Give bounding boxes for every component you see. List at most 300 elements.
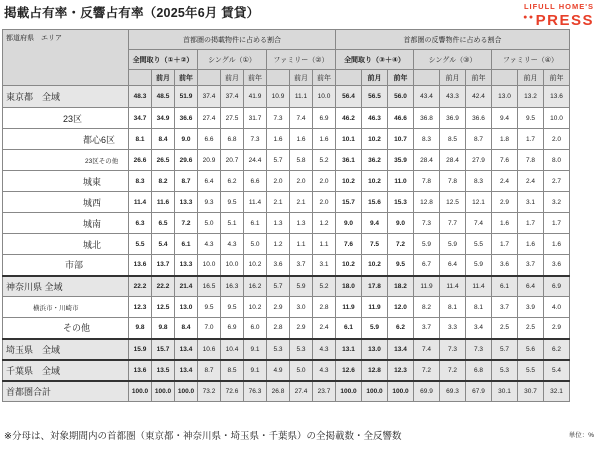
table-row xyxy=(3,150,570,171)
table-cell: 11.1 xyxy=(290,86,313,108)
table-cell: 6.6 xyxy=(198,129,221,150)
table-cell: 13.5 xyxy=(152,360,175,381)
table-cell: 1.8 xyxy=(492,129,518,150)
table-cell: 10.2 xyxy=(244,297,267,318)
table-cell: 6.4 xyxy=(518,276,544,297)
table-cell: 46.6 xyxy=(388,108,414,129)
table-cell: 2.0 xyxy=(544,129,570,150)
table-cell: 7.6 xyxy=(492,150,518,171)
table-cell: 5.3 xyxy=(492,360,518,381)
table-cell: 7.3 xyxy=(267,108,290,129)
current-month-header xyxy=(336,70,362,86)
table-cell: 11.9 xyxy=(362,297,388,318)
table-cell: 3.7 xyxy=(518,255,544,276)
table-cell: 2.9 xyxy=(492,192,518,213)
table-cell: 6.9 xyxy=(544,276,570,297)
table-cell: 2.0 xyxy=(290,171,313,192)
table-cell: 9.0 xyxy=(336,213,362,234)
prev-month-header: 前月 xyxy=(290,70,313,86)
current-month-header xyxy=(267,70,290,86)
table-cell: 6.5 xyxy=(152,213,175,234)
prev-year-header: 前年 xyxy=(313,70,336,86)
area-name: 23区 xyxy=(3,108,129,129)
table-cell: 10.4 xyxy=(221,339,244,360)
table-cell: 2.5 xyxy=(492,318,518,339)
table-cell: 43.4 xyxy=(414,86,440,108)
table-cell: 27.9 xyxy=(466,150,492,171)
table-cell: 34.9 xyxy=(152,108,175,129)
table-cell: 9.5 xyxy=(518,108,544,129)
table-cell: 5.6 xyxy=(518,339,544,360)
table-cell: 9.8 xyxy=(129,318,152,339)
table-cell: 12.3 xyxy=(388,360,414,381)
table-cell: 69.3 xyxy=(440,381,466,402)
unit-label: 単位：% xyxy=(568,432,594,439)
prev-month-header: 前月 xyxy=(518,70,544,86)
table-cell: 6.7 xyxy=(414,255,440,276)
table-cell: 15.3 xyxy=(388,192,414,213)
table-cell: 17.8 xyxy=(362,276,388,297)
table-cell: 10.9 xyxy=(267,86,290,108)
table-cell: 7.2 xyxy=(388,234,414,255)
table-cell: 1.6 xyxy=(290,129,313,150)
table-cell: 8.4 xyxy=(175,318,198,339)
logo-dots-icon: ●● xyxy=(523,14,535,21)
table-cell: 9.3 xyxy=(198,192,221,213)
table-cell: 6.1 xyxy=(492,276,518,297)
table-cell: 12.8 xyxy=(414,192,440,213)
table-cell: 10.0 xyxy=(198,255,221,276)
area-name: 城西 xyxy=(3,192,129,213)
prev-year-header: 前年 xyxy=(544,70,570,86)
table-cell: 26.6 xyxy=(129,150,152,171)
table-cell: 6.9 xyxy=(313,108,336,129)
table-row xyxy=(3,171,570,192)
table-cell: 4.9 xyxy=(267,360,290,381)
table-cell: 3.6 xyxy=(267,255,290,276)
table-cell: 8.0 xyxy=(544,150,570,171)
table-cell: 2.9 xyxy=(267,297,290,318)
table-cell: 36.8 xyxy=(414,108,440,129)
table-cell: 13.3 xyxy=(175,192,198,213)
area-name: 東京都 全域 xyxy=(3,86,129,108)
table-cell: 18.0 xyxy=(336,276,362,297)
table-cell: 11.4 xyxy=(440,276,466,297)
table-row xyxy=(3,360,570,381)
all-listing-header: 全間取り（①＋②） xyxy=(129,50,198,70)
table-cell: 8.3 xyxy=(414,129,440,150)
table-cell: 1.1 xyxy=(313,234,336,255)
region-header: 都道府県 エリア xyxy=(3,30,129,86)
table-cell: 9.1 xyxy=(244,339,267,360)
table-cell: 7.7 xyxy=(440,213,466,234)
table-cell: 22.2 xyxy=(129,276,152,297)
table-row xyxy=(3,234,570,255)
table-row xyxy=(3,297,570,318)
table-cell: 2.1 xyxy=(267,192,290,213)
table-cell: 6.2 xyxy=(544,339,570,360)
table-cell: 7.2 xyxy=(440,360,466,381)
table-cell: 11.4 xyxy=(244,192,267,213)
prev-month-header: 前月 xyxy=(362,70,388,86)
table-cell: 27.4 xyxy=(290,381,313,402)
table-cell: 48.3 xyxy=(129,86,152,108)
table-cell: 8.2 xyxy=(414,297,440,318)
table-cell: 10.2 xyxy=(244,255,267,276)
table-cell: 6.4 xyxy=(198,171,221,192)
table-cell: 13.6 xyxy=(544,86,570,108)
table-cell: 12.5 xyxy=(152,297,175,318)
table-cell: 69.9 xyxy=(414,381,440,402)
table-cell: 6.1 xyxy=(244,213,267,234)
table-cell: 100.0 xyxy=(152,381,175,402)
table-cell: 10.2 xyxy=(362,171,388,192)
table-cell: 37.4 xyxy=(198,86,221,108)
table-cell: 6.2 xyxy=(221,171,244,192)
area-name: 埼玉県 全域 xyxy=(3,339,129,360)
table-cell: 13.6 xyxy=(129,360,152,381)
table-cell: 1.6 xyxy=(267,129,290,150)
table-cell: 2.7 xyxy=(544,171,570,192)
response-group-header: 首都圏の反響物件に占める割合 xyxy=(336,30,570,50)
table-row xyxy=(3,381,570,402)
table-cell: 8.7 xyxy=(198,360,221,381)
logo-top: LIFULL HOME'S xyxy=(523,2,594,11)
table-cell: 2.8 xyxy=(313,297,336,318)
table-cell: 11.6 xyxy=(152,192,175,213)
table-cell: 5.9 xyxy=(290,276,313,297)
table-cell: 6.6 xyxy=(244,171,267,192)
table-cell: 2.0 xyxy=(313,171,336,192)
table-cell: 7.8 xyxy=(440,171,466,192)
table-cell: 8.7 xyxy=(175,171,198,192)
current-month-header xyxy=(492,70,518,86)
area-name: 城北 xyxy=(3,234,129,255)
table-cell: 5.5 xyxy=(466,234,492,255)
table-row xyxy=(3,339,570,360)
table-cell: 8.2 xyxy=(152,171,175,192)
table-row xyxy=(3,255,570,276)
occupancy-table xyxy=(2,29,570,402)
table-cell: 1.7 xyxy=(518,213,544,234)
table-cell: 3.0 xyxy=(290,297,313,318)
table-cell: 2.9 xyxy=(290,318,313,339)
table-cell: 1.7 xyxy=(518,129,544,150)
table-row xyxy=(3,192,570,213)
table-cell: 24.4 xyxy=(244,150,267,171)
area-name: 城東 xyxy=(3,171,129,192)
table-cell: 9.5 xyxy=(221,192,244,213)
table-cell: 100.0 xyxy=(388,381,414,402)
table-cell: 15.7 xyxy=(336,192,362,213)
table-cell: 3.3 xyxy=(440,318,466,339)
table-cell: 8.5 xyxy=(221,360,244,381)
table-cell: 10.7 xyxy=(388,129,414,150)
table-cell: 5.0 xyxy=(290,360,313,381)
table-cell: 30.7 xyxy=(518,381,544,402)
table-cell: 13.4 xyxy=(175,360,198,381)
table-cell: 7.6 xyxy=(336,234,362,255)
table-cell: 56.4 xyxy=(336,86,362,108)
table-cell: 9.4 xyxy=(362,213,388,234)
footnote: ※分母は、対象期間内の首都圏（東京都・神奈川県・埼玉県・千葉県）の全掲載数・全反響数 xyxy=(4,431,402,442)
table-cell: 9.5 xyxy=(388,255,414,276)
table-row xyxy=(3,108,570,129)
area-name: 神奈川県 全域 xyxy=(3,276,129,297)
table-cell: 3.6 xyxy=(492,255,518,276)
prev-month-header: 前月 xyxy=(440,70,466,86)
table-cell: 7.4 xyxy=(414,339,440,360)
table-cell: 7.4 xyxy=(290,108,313,129)
table-cell: 7.0 xyxy=(198,318,221,339)
table-cell: 5.7 xyxy=(267,276,290,297)
area-name: 23区その他 xyxy=(3,150,129,171)
table-cell: 36.6 xyxy=(466,108,492,129)
table-cell: 6.3 xyxy=(129,213,152,234)
table-cell: 30.1 xyxy=(492,381,518,402)
table-cell: 3.7 xyxy=(492,297,518,318)
table-cell: 76.3 xyxy=(244,381,267,402)
table-cell: 4.3 xyxy=(313,339,336,360)
table-cell: 5.9 xyxy=(440,234,466,255)
table-cell: 15.6 xyxy=(362,192,388,213)
table-cell: 13.4 xyxy=(175,339,198,360)
current-month-header xyxy=(198,70,221,86)
table-cell: 9.0 xyxy=(388,213,414,234)
table-cell: 27.5 xyxy=(221,108,244,129)
table-cell: 1.6 xyxy=(544,234,570,255)
table-cell: 36.2 xyxy=(362,150,388,171)
table-cell: 13.7 xyxy=(152,255,175,276)
table-cell: 8.1 xyxy=(440,297,466,318)
table-cell: 8.5 xyxy=(440,129,466,150)
table-cell: 3.2 xyxy=(544,192,570,213)
table-cell: 2.5 xyxy=(518,318,544,339)
table-row xyxy=(3,86,570,108)
table-cell: 11.4 xyxy=(129,192,152,213)
table-row xyxy=(3,318,570,339)
table-cell: 100.0 xyxy=(129,381,152,402)
table-cell: 1.7 xyxy=(492,234,518,255)
table-cell: 5.4 xyxy=(152,234,175,255)
area-name: その他 xyxy=(3,318,129,339)
table-row xyxy=(3,213,570,234)
table-cell: 4.3 xyxy=(198,234,221,255)
table-cell: 5.0 xyxy=(244,234,267,255)
page-title: 掲載占有率・反響占有率（2025年6月 賃貸） xyxy=(4,6,260,20)
table-cell: 7.2 xyxy=(175,213,198,234)
table-cell: 46.2 xyxy=(336,108,362,129)
table-cell: 13.0 xyxy=(362,339,388,360)
area-name: 城南 xyxy=(3,213,129,234)
table-cell: 100.0 xyxy=(362,381,388,402)
table-cell: 10.2 xyxy=(336,171,362,192)
table-cell: 7.3 xyxy=(440,339,466,360)
table-cell: 20.7 xyxy=(221,150,244,171)
table-cell: 41.9 xyxy=(244,86,267,108)
table-cell: 32.1 xyxy=(544,381,570,402)
table-cell: 7.8 xyxy=(518,150,544,171)
table-cell: 20.9 xyxy=(198,150,221,171)
table-row xyxy=(3,276,570,297)
table-cell: 5.5 xyxy=(129,234,152,255)
table-cell: 9.4 xyxy=(492,108,518,129)
area-name: 都心6区 xyxy=(3,129,129,150)
table-cell: 16.5 xyxy=(198,276,221,297)
table-cell: 21.4 xyxy=(175,276,198,297)
table-cell: 36.6 xyxy=(175,108,198,129)
table-cell: 100.0 xyxy=(336,381,362,402)
table-cell: 13.0 xyxy=(175,297,198,318)
table-cell: 46.3 xyxy=(362,108,388,129)
table-cell: 5.0 xyxy=(198,213,221,234)
table-cell: 12.8 xyxy=(362,360,388,381)
table-cell: 48.5 xyxy=(152,86,175,108)
all-response-header: 全間取り（③＋④） xyxy=(336,50,414,70)
table-cell: 43.3 xyxy=(440,86,466,108)
table-cell: 8.1 xyxy=(129,129,152,150)
table-cell: 51.9 xyxy=(175,86,198,108)
table-cell: 1.6 xyxy=(313,129,336,150)
prev-year-header: 前年 xyxy=(175,70,198,86)
prev-year-header: 前年 xyxy=(388,70,414,86)
table-cell: 8.7 xyxy=(466,129,492,150)
table-cell: 2.4 xyxy=(492,171,518,192)
table-cell: 22.2 xyxy=(152,276,175,297)
table-cell: 10.0 xyxy=(313,86,336,108)
table-cell: 4.0 xyxy=(544,297,570,318)
table-cell: 4.3 xyxy=(313,360,336,381)
table-cell: 1.7 xyxy=(544,213,570,234)
table-cell: 26.8 xyxy=(267,381,290,402)
table-cell: 6.9 xyxy=(221,318,244,339)
table-cell: 6.0 xyxy=(244,318,267,339)
table-cell: 13.0 xyxy=(492,86,518,108)
table-cell: 35.9 xyxy=(388,150,414,171)
table-cell: 6.1 xyxy=(175,234,198,255)
table-cell: 6.8 xyxy=(221,129,244,150)
current-month-header xyxy=(129,70,152,86)
table-cell: 2.8 xyxy=(267,318,290,339)
table-cell: 7.2 xyxy=(414,360,440,381)
table-cell: 72.6 xyxy=(221,381,244,402)
brand-logo xyxy=(523,2,594,28)
table-cell: 5.4 xyxy=(544,360,570,381)
table-cell: 28.4 xyxy=(414,150,440,171)
table-cell: 5.8 xyxy=(290,150,313,171)
table-cell: 36.1 xyxy=(336,150,362,171)
table-cell: 1.6 xyxy=(492,213,518,234)
area-name: 千葉県 全域 xyxy=(3,360,129,381)
table-cell: 34.7 xyxy=(129,108,152,129)
table-cell: 15.7 xyxy=(152,339,175,360)
table-cell: 7.5 xyxy=(362,234,388,255)
table-cell: 15.9 xyxy=(129,339,152,360)
table-cell: 56.0 xyxy=(388,86,414,108)
prev-month-header: 前月 xyxy=(152,70,175,86)
table-cell: 1.2 xyxy=(313,213,336,234)
table-cell: 8.3 xyxy=(129,171,152,192)
table-cell: 12.6 xyxy=(336,360,362,381)
table-cell: 27.4 xyxy=(198,108,221,129)
table-cell: 13.3 xyxy=(175,255,198,276)
table-cell: 1.1 xyxy=(290,234,313,255)
table-cell: 26.5 xyxy=(152,150,175,171)
table-cell: 11.9 xyxy=(336,297,362,318)
table-cell: 7.3 xyxy=(466,339,492,360)
table-cell: 5.9 xyxy=(414,234,440,255)
table-cell: 1.6 xyxy=(518,234,544,255)
table-cell: 16.2 xyxy=(244,276,267,297)
table-cell: 4.3 xyxy=(221,234,244,255)
table-cell: 7.3 xyxy=(244,129,267,150)
table-cell: 9.8 xyxy=(152,318,175,339)
prev-month-header: 前月 xyxy=(221,70,244,86)
table-cell: 5.5 xyxy=(518,360,544,381)
table-cell: 11.0 xyxy=(388,171,414,192)
table-cell: 23.7 xyxy=(313,381,336,402)
table-cell: 3.9 xyxy=(518,297,544,318)
table-cell: 5.3 xyxy=(267,339,290,360)
table-cell: 31.7 xyxy=(244,108,267,129)
area-name: 横浜市・川崎市 xyxy=(3,297,129,318)
table-cell: 9.5 xyxy=(198,297,221,318)
single-response-header: シングル（③） xyxy=(414,50,492,70)
single-listing-header: シングル（①） xyxy=(198,50,267,70)
table-cell: 5.9 xyxy=(362,318,388,339)
table-cell: 2.4 xyxy=(518,171,544,192)
table-cell: 3.4 xyxy=(466,318,492,339)
listing-group-header: 首都圏の掲載物件に占める割合 xyxy=(129,30,336,50)
table-cell: 5.7 xyxy=(267,150,290,171)
table-cell: 13.4 xyxy=(388,339,414,360)
table-cell: 2.9 xyxy=(544,318,570,339)
family-listing-header: ファミリー（②） xyxy=(267,50,336,70)
table-cell: 3.7 xyxy=(290,255,313,276)
table-cell: 5.3 xyxy=(290,339,313,360)
table-cell: 1.3 xyxy=(290,213,313,234)
table-cell: 3.1 xyxy=(518,192,544,213)
table-cell: 12.0 xyxy=(388,297,414,318)
table-cell: 5.7 xyxy=(492,339,518,360)
table-cell: 2.4 xyxy=(313,318,336,339)
table-cell: 7.8 xyxy=(414,171,440,192)
table-cell: 7.4 xyxy=(466,213,492,234)
prev-year-header: 前年 xyxy=(244,70,267,86)
table-cell: 100.0 xyxy=(175,381,198,402)
table-cell: 12.1 xyxy=(466,192,492,213)
logo-main: ●●PRESS xyxy=(523,12,594,29)
table-cell: 13.2 xyxy=(518,86,544,108)
table-cell: 1.3 xyxy=(267,213,290,234)
table-cell: 36.9 xyxy=(440,108,466,129)
table-cell: 6.8 xyxy=(466,360,492,381)
table-cell: 12.3 xyxy=(129,297,152,318)
table-cell: 11.9 xyxy=(414,276,440,297)
table-cell: 16.3 xyxy=(221,276,244,297)
table-cell: 3.7 xyxy=(414,318,440,339)
table-cell: 10.6 xyxy=(198,339,221,360)
table-cell: 18.2 xyxy=(388,276,414,297)
table-cell: 13.1 xyxy=(336,339,362,360)
table-cell: 7.3 xyxy=(414,213,440,234)
table-cell: 1.2 xyxy=(267,234,290,255)
table-cell: 3.6 xyxy=(544,255,570,276)
table-cell: 2.0 xyxy=(267,171,290,192)
current-month-header xyxy=(414,70,440,86)
table-row xyxy=(3,129,570,150)
table-cell: 29.6 xyxy=(175,150,198,171)
